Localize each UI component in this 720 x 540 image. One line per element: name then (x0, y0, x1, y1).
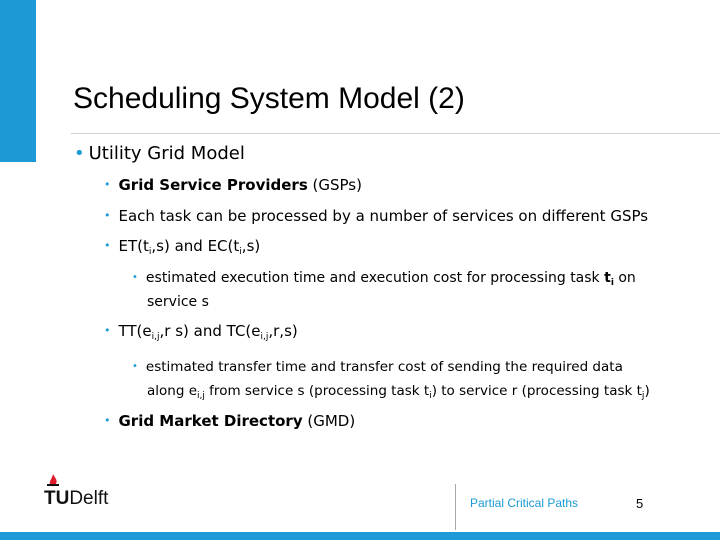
page-number: 5 (636, 496, 644, 511)
sub-bullet-et-ec-description: • estimated execution time and execution cost for processing task $t_i$ on service s (132, 270, 636, 310)
bullet-dot: • (74, 143, 85, 164)
bullet-dot: • (104, 239, 111, 252)
footer-title: Partial Critical Paths (470, 496, 579, 510)
bullet-dot: • (104, 209, 111, 222)
bullet-gsp: • Grid Service Providers (GSPs) (104, 176, 362, 194)
flame-icon (46, 474, 60, 488)
tu-delft-logo: TUDelft (44, 488, 108, 510)
bullet-dot: • (104, 324, 111, 337)
title-divider (71, 133, 720, 134)
bullet-utility-grid-model: • Utility Grid Model (74, 143, 245, 164)
bullet-gmd: • Grid Market Directory (GMD) (104, 412, 356, 430)
bullet-dot: • (104, 178, 111, 191)
bullet-each-task: • Each task can be processed by a number of services on different GSPs (104, 207, 649, 225)
bullet-dot: • (132, 361, 138, 372)
accent-bar (0, 0, 36, 162)
bullet-et-ec: • $ET(t_i,s)$ and $EC(t_i,s)$ (104, 237, 261, 257)
slide-title: Scheduling System Model (2) (73, 82, 465, 115)
bullet-dot: • (132, 272, 138, 283)
bullet-dot: • (104, 414, 111, 427)
bottom-accent-bar (0, 532, 720, 540)
bullet-tt-tc: • $TT(e_{i,j},r$ s) and $TC(e_{i,j},r,s)$ (104, 322, 298, 342)
footer-divider (455, 484, 456, 530)
sub-bullet-tt-tc-description: • estimated transfer time and transfer cost of sending the required data along $e_{i,j}$ from service s (processing task $t_i$) to service r (processing task $t_j$) (132, 359, 650, 401)
